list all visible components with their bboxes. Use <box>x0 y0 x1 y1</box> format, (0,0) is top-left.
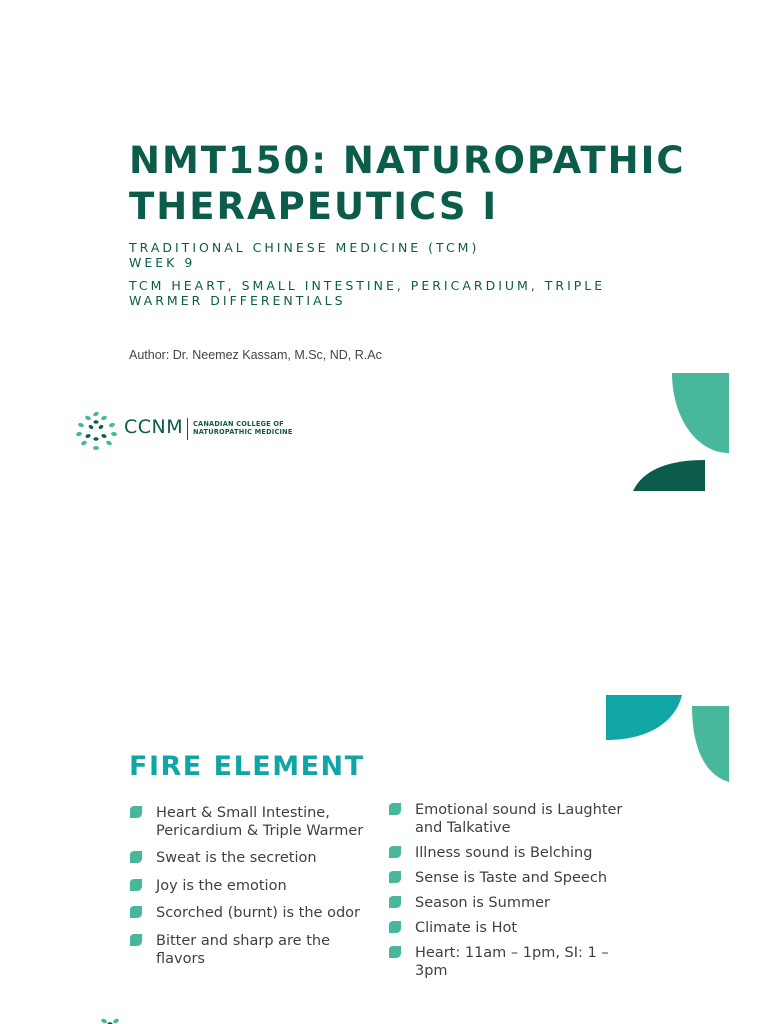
decorative-leaf-shape-teal <box>606 695 682 740</box>
leaf-icon <box>389 846 401 858</box>
leaf-icon <box>389 896 401 908</box>
decorative-leaf-shape-mint <box>672 373 729 453</box>
logo-subtitle <box>193 420 293 436</box>
bullet-text: Illness sound is Belching <box>415 845 593 861</box>
list-item <box>389 919 639 937</box>
author-line: Author: Dr. Neemez Kassam, M.Sc, ND, R.Ac <box>129 348 382 362</box>
leaf-icon <box>130 934 142 946</box>
ccnm-logo <box>76 410 316 452</box>
bullet-text: Climate is Hot <box>415 920 518 936</box>
subtitle-line-3: TCM HEART, SMALL INTESTINE, PERICARDIUM, TRIPLE <box>129 278 606 293</box>
list-item <box>389 894 639 912</box>
title-line-1: NMT150: NATUROPATHIC <box>129 139 686 182</box>
ccnm-leaf-cluster-icon <box>76 410 120 452</box>
bullet-text: Heart & Small Intestine, Pericardium & Triple Warmer <box>156 805 364 839</box>
ccnm-logo-partial <box>96 1012 124 1024</box>
slide-title: FIRE ELEMENT <box>129 751 365 782</box>
leaf-icon <box>130 851 142 863</box>
subtitle-line-1: TRADITIONAL CHINESE MEDICINE (TCM) <box>129 240 480 255</box>
title-line-2: THERAPEUTICS I <box>129 185 499 228</box>
bullet-text: Sense is Taste and Speech <box>415 870 608 886</box>
bullet-text: Sweat is the secretion <box>156 850 317 866</box>
subtitle-line-4: WARMER DIFFERENTIALS <box>129 293 346 308</box>
bullet-text: Joy is the emotion <box>156 878 287 894</box>
list-item <box>389 801 639 837</box>
list-item <box>130 904 380 922</box>
bullet-list-right <box>389 801 639 980</box>
decorative-leaf-shape-dark <box>633 460 705 491</box>
list-item <box>130 932 380 968</box>
list-item <box>389 844 639 862</box>
leaf-icon <box>389 803 401 815</box>
slide-title <box>129 138 689 230</box>
logo-wordmark: CCNM <box>124 416 184 438</box>
list-item <box>130 849 380 867</box>
list-item <box>130 804 380 840</box>
bullet-text: Emotional sound is Laughter and Talkative <box>415 802 623 836</box>
fire-element-slide <box>0 660 768 1024</box>
list-item <box>389 944 639 980</box>
leaf-icon <box>130 806 142 818</box>
leaf-icon <box>389 921 401 933</box>
bullet-text: Season is Summer <box>415 895 550 911</box>
bullet-text: Bitter and sharp are the flavors <box>156 933 330 967</box>
leaf-icon <box>130 879 142 891</box>
bullet-text: Heart: 11am – 1pm, SI: 1 – 3pm <box>415 945 609 979</box>
bullet-text: Scorched (burnt) is the odor <box>156 905 360 921</box>
leaf-icon <box>389 871 401 883</box>
leaf-icon <box>130 906 142 918</box>
logo-subtitle-line-2: NATUROPATHIC MEDICINE <box>193 428 293 436</box>
bullet-list-left <box>130 804 380 968</box>
logo-divider <box>187 418 188 440</box>
list-item <box>130 877 380 895</box>
ccnm-leaf-cluster-icon <box>96 1015 124 1024</box>
list-item <box>389 869 639 887</box>
subtitle-line-2: WEEK 9 <box>129 255 196 270</box>
leaf-icon <box>389 946 401 958</box>
decorative-leaf-shape-mint <box>692 706 729 782</box>
logo-subtitle-line-1: CANADIAN COLLEGE OF <box>193 420 284 428</box>
